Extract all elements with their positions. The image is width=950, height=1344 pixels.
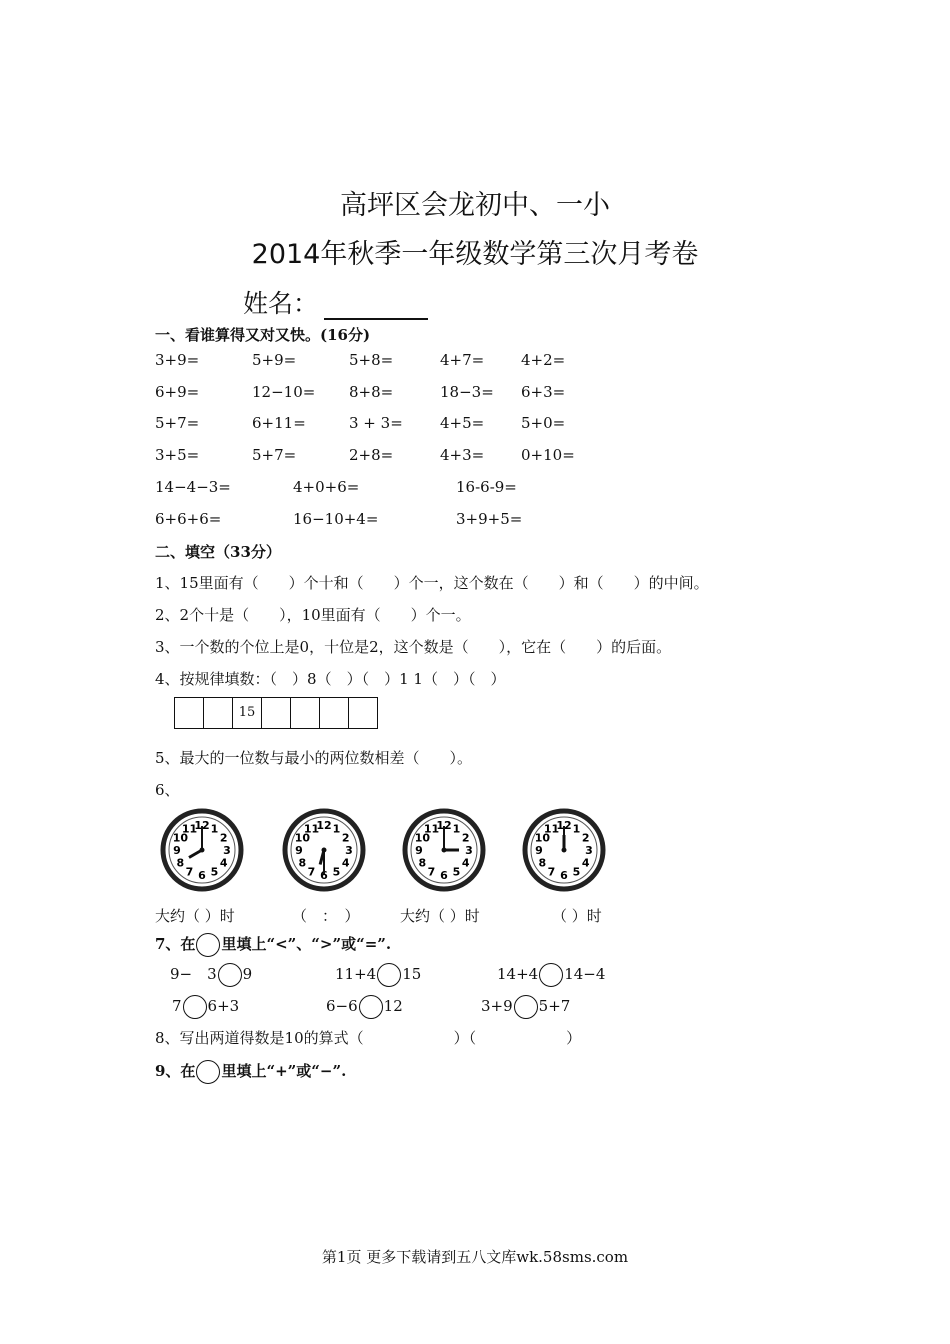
compare-circle[interactable] [183,995,207,1019]
compare-item: 11+4 15 [335,963,421,987]
sequence-cell[interactable] [262,698,291,728]
clock-numeral: 9 [415,844,423,857]
clock-numeral: 7 [427,865,436,879]
question-4: 4、按规律填数：（ ）8（ ）（ ）1 1（ ）（ ） [155,670,506,688]
operator-circle [196,1060,220,1084]
sequence-cell[interactable] [349,698,377,728]
clock-numeral: 4 [461,856,470,870]
calc-item: 4+2= [521,351,566,369]
compare-item: 6−6 12 [326,995,403,1019]
question-9 [155,1060,346,1084]
exam-title: 2014年秋季一年级数学第三次月考卷 [251,239,699,270]
calc-item: 6+11= [252,414,306,432]
sequence-cell[interactable] [291,698,320,728]
clock-center [322,848,327,853]
compare-circle[interactable] [359,995,383,1019]
clock-numeral: 10 [534,831,551,845]
clock-numeral: 11 [181,822,198,836]
clock-numeral: 7 [307,865,316,879]
clock-numeral: 4 [581,856,590,870]
calc-item: 5+7= [252,446,297,464]
page-footer: 第1页 更多下载请到五八文库wk.58sms.com [321,1248,629,1266]
clock-numeral: 7 [185,865,194,879]
compare-circle [196,933,220,957]
q9-label: 9、在 [155,1062,196,1080]
clock-center [200,848,205,853]
clock-numeral: 12 [436,819,452,832]
clock-icon [402,808,486,892]
calc-item: 0+10= [521,446,575,464]
clock-numeral: 5 [452,865,461,879]
clock-numeral: 12 [194,819,210,832]
calc-item: 4+7= [440,351,485,369]
calc-item: 4+0+6= [293,478,360,496]
clock-numeral: 9 [535,844,543,857]
clock-numeral: 10 [172,831,189,845]
sequence-cell[interactable] [204,698,233,728]
clock-answer: （ ： ） [292,907,360,925]
clock-numeral: 12 [556,819,572,832]
section1-title: 一、看谁算得又对又快。(16分) [155,326,371,344]
name-blank[interactable] [324,294,428,320]
question-1: 1、15里面有（ ）个十和（ ）个一，这个数在（ ）和（ ）的中间。 [155,574,709,592]
clock-numeral: 2 [219,831,228,845]
calc-item: 4+5= [440,414,485,432]
q7-instruction: 里填上“<”、“>”或“=”. [221,935,392,953]
clock-numeral: 3 [465,844,473,857]
calc-item: 16-6-9= [456,478,517,496]
compare-item: 7 6+3 [172,995,239,1019]
clock-numeral: 4 [341,856,350,870]
compare-circle[interactable] [539,963,563,987]
q9-instruction: 里填上“+”或“−”. [221,1062,347,1080]
calc-item: 3+5= [155,446,200,464]
clock-numeral: 7 [547,865,556,879]
calc-item: 5+8= [349,351,394,369]
clock-numeral: 8 [418,856,427,870]
clock-numeral: 12 [316,819,332,832]
clock-numeral: 5 [332,865,341,879]
calc-item: 14−4−3= [155,478,231,496]
clock-numeral: 8 [538,856,547,870]
school-title: 高坪区会龙初中、一小 [340,190,610,221]
clock-numeral: 5 [210,865,219,879]
clock-numeral: 6 [440,869,448,882]
clock-answer: 大约（ ）时 [155,907,235,925]
clock-numeral: 2 [581,831,590,845]
clock-answer: 大约（ ）时 [400,907,480,925]
clock-numeral: 6 [320,869,328,882]
name-field [243,284,428,320]
clock-numeral: 1 [572,822,581,836]
compare-circle[interactable] [514,995,538,1019]
clock-numeral: 1 [452,822,461,836]
calc-item: 6+9= [155,383,200,401]
question-2: 2、2个十是（ ），10里面有（ ）个一。 [155,606,471,624]
calc-item: 5+0= [521,414,566,432]
question-6: 6、 [155,781,180,799]
clock-numeral: 9 [173,844,181,857]
section2-title: 二、填空（33分） [155,543,281,561]
calc-item: 16−10+4= [293,510,379,528]
clock-numeral: 10 [294,831,311,845]
calc-item: 8+8= [349,383,394,401]
calc-item: 4+3= [440,446,485,464]
q7-label: 7、在 [155,935,196,953]
compare-item: 14+4 14−4 [497,963,605,987]
calc-item: 3+9+5= [456,510,523,528]
calc-item: 6+3= [521,383,566,401]
calc-item: 3+9= [155,351,200,369]
clock-icon [160,808,244,892]
clock-numeral: 1 [332,822,341,836]
compare-item: 3+9 5+7 [481,995,570,1019]
sequence-cell[interactable]: 15 [233,698,262,728]
clock-numeral: 5 [572,865,581,879]
clock-numeral: 11 [543,822,560,836]
compare-circle[interactable] [377,963,401,987]
clock-center [442,848,447,853]
clock-numeral: 2 [461,831,470,845]
question-8: 8、写出两道得数是10的算式（ ）（ ） [155,1029,582,1047]
clock-numeral: 8 [176,856,185,870]
clock-numeral: 6 [198,869,206,882]
calc-item: 2+8= [349,446,394,464]
clock-numeral: 2 [341,831,350,845]
clock-numeral: 1 [210,822,219,836]
compare-item: 9− 3 9 [170,963,252,987]
calc-item: 12−10= [252,383,316,401]
question-5: 5、最大的一位数与最小的两位数相差（ ）。 [155,749,473,767]
clock-numeral: 11 [423,822,440,836]
clock-numeral: 3 [223,844,231,857]
question-3: 3、一个数的个位上是0，十位是2，这个数是（ ），它在（ ）的后面。 [155,638,672,656]
clock-numeral: 10 [414,831,431,845]
calc-item: 3 + 3= [349,414,403,432]
clock-numeral: 6 [560,869,568,882]
clock-numeral: 4 [219,856,228,870]
clock-numeral: 9 [295,844,303,857]
calc-item: 5+9= [252,351,297,369]
clock-center [562,848,567,853]
clock-numeral: 8 [298,856,307,870]
calc-item: 5+7= [155,414,200,432]
calc-item: 6+6+6= [155,510,222,528]
sequence-cell[interactable] [175,698,204,728]
compare-circle[interactable] [218,963,242,987]
clock-numeral: 11 [303,822,320,836]
calc-item: 18−3= [440,383,494,401]
clock-icon [522,808,606,892]
clock-numeral: 3 [345,844,353,857]
question-7 [155,933,391,957]
clock-icon [282,808,366,892]
sequence-grid [174,697,378,729]
clock-answer: （ ）时 [552,907,602,925]
sequence-cell[interactable] [320,698,349,728]
name-label: 姓名： [243,289,319,318]
clock-numeral: 3 [585,844,593,857]
